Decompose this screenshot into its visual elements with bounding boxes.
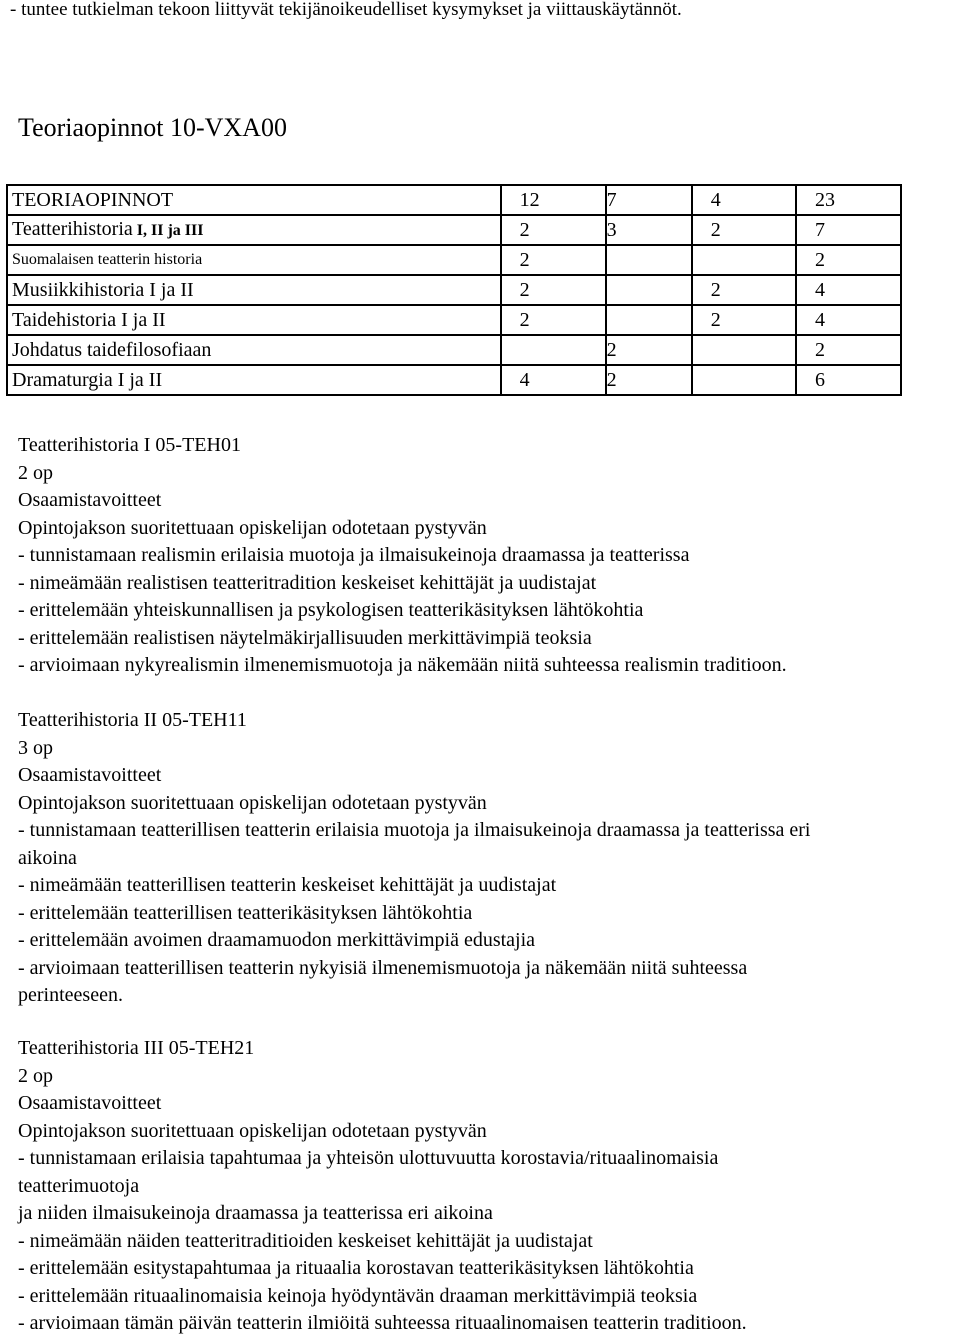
intro-line: - tuntee tutkielman tekoon liittyvät tekijänoikeudelliset kysymykset ja viittauskäytännöt. — [10, 0, 682, 20]
credit-cell: 2 — [692, 215, 796, 245]
course-section-teh21 — [18, 1035, 958, 1338]
course-name — [7, 215, 501, 245]
credit-cell: 23 — [796, 185, 901, 215]
course-name: TEORIAOPINNOT — [7, 185, 501, 215]
section-line: - arvioimaan nykyrealismin ilmenemismuotoja ja näkemään niitä suhteessa realismin traditioon. — [18, 654, 787, 676]
course-name: Musiikkihistoria I ja II — [7, 275, 501, 305]
section-line: - erittelemään esitystapahtumaa ja rituaalia korostavan teatterikäsityksen lähtökohtia — [18, 1257, 694, 1279]
section-line: aikoina — [18, 846, 77, 869]
credit-cell — [606, 245, 692, 275]
section-line: - tunnistamaan realismin erilaisia muotoja ja ilmaisukeinoja draamassa ja teatterissa — [18, 544, 690, 566]
section-credits: 3 op — [18, 736, 53, 759]
credit-cell: 2 — [501, 305, 606, 335]
table-row — [7, 305, 901, 335]
credit-cell: 2 — [501, 245, 606, 275]
credit-cell — [501, 335, 606, 365]
section-credits: 2 op — [18, 461, 53, 484]
credit-cell — [692, 245, 796, 275]
credit-cell: 2 — [692, 305, 796, 335]
section-line: Opintojakson suoritettuaan opiskelijan odotetaan pystyvän — [18, 1119, 487, 1142]
table-row — [7, 185, 901, 215]
section-title: Teatterihistoria I 05-TEH01 — [18, 434, 241, 456]
section-line: Osaamistavoitteet — [18, 1092, 162, 1114]
section-line: - nimeämään teatterillisen teatterin keskeiset kehittäjät ja uudistajat — [18, 874, 557, 896]
section-line: - erittelemään rituaalinomaisia keinoja hyödyntävän draaman merkittävimpiä teoksia — [18, 1284, 698, 1307]
table-row — [7, 275, 901, 305]
credit-cell: 2 — [692, 275, 796, 305]
credit-cell — [606, 305, 692, 335]
table-row — [7, 215, 901, 245]
section-line: - nimeämään näiden teatteritraditioiden keskeiset kehittäjät ja uudistajat — [18, 1229, 593, 1252]
course-name: Taidehistoria I ja II — [7, 305, 501, 335]
credit-cell: 4 — [796, 305, 901, 335]
credit-cell: 2 — [796, 335, 901, 365]
section-line: - nimeämään realistisen teatteritradition keskeiset kehittäjät ja uudistajat — [18, 571, 597, 594]
credit-cell: 4 — [796, 275, 901, 305]
course-section-teh01 — [18, 432, 958, 680]
credit-cell — [606, 275, 692, 305]
credit-cell — [692, 365, 796, 395]
credit-cell: 2 — [501, 215, 606, 245]
credit-cell: 2 — [606, 365, 692, 395]
credit-cell: 2 — [796, 245, 901, 275]
course-name-suffix: I, II ja III — [132, 222, 204, 239]
section-line: - arvioimaan teatterillisen teatterin nykyisiä ilmenemismuotoja ja näkemään niitä suhteessa — [18, 956, 748, 979]
section-line: - tunnistamaan erilaisia tapahtumaa ja yhteisön ulottuvuutta korostavia/rituaalinomaisia — [18, 1147, 719, 1169]
section-line: Opintojakson suoritettuaan opiskelijan odotetaan pystyvän — [18, 791, 487, 814]
credit-cell: 12 — [501, 185, 606, 215]
table-row — [7, 335, 901, 365]
section-line: teatterimuotoja — [18, 1174, 140, 1197]
credit-cell: 7 — [606, 185, 692, 215]
section-line: - tunnistamaan teatterillisen teatterin erilaisia muotoja ja ilmaisukeinoja draamassa ja teatterissa eri — [18, 819, 811, 841]
section-title: Teatterihistoria III 05-TEH21 — [18, 1037, 255, 1059]
course-section-teh11 — [18, 707, 958, 1010]
section-line: - erittelemään realistisen näytelmäkirjallisuuden merkittävimpiä teoksia — [18, 626, 592, 649]
table-row — [7, 365, 901, 395]
table-row — [7, 245, 901, 275]
credit-cell: 4 — [501, 365, 606, 395]
section-line: Osaamistavoitteet — [18, 489, 162, 511]
section-line: - arvioimaan tämän päivän teatterin ilmiöitä suhteessa rituaalinomaisen teatterin traditioon. — [18, 1312, 747, 1334]
section-line: - erittelemään teatterillisen teatterikäsityksen lähtökohtia — [18, 901, 473, 924]
course-name: Suomalaisen teatterin historia — [7, 245, 501, 275]
section-line: perinteeseen. — [18, 984, 123, 1006]
credit-cell: 4 — [692, 185, 796, 215]
course-name: Johdatus taidefilosofiaan — [7, 335, 501, 365]
course-credits-table — [6, 184, 902, 396]
course-name-main: Teatterihistoria — [12, 218, 133, 240]
section-title: Teatterihistoria II 05-TEH11 — [18, 709, 247, 731]
section-line: Osaamistavoitteet — [18, 764, 162, 786]
section-line: - erittelemään avoimen draamamuodon merkittävimpiä edustajia — [18, 929, 536, 951]
credit-cell: 7 — [796, 215, 901, 245]
section-credits: 2 op — [18, 1064, 53, 1087]
credit-cell: 6 — [796, 365, 901, 395]
course-name: Dramaturgia I ja II — [7, 365, 501, 395]
credit-cell: 3 — [606, 215, 692, 245]
page-heading: Teoriaopinnot 10-VXA00 — [18, 113, 287, 142]
section-line: Opintojakson suoritettuaan opiskelijan odotetaan pystyvän — [18, 516, 487, 539]
credit-cell: 2 — [606, 335, 692, 365]
credit-cell: 2 — [501, 275, 606, 305]
credit-cell — [692, 335, 796, 365]
section-line: - erittelemään yhteiskunnallisen ja psykologisen teatterikäsityksen lähtökohtia — [18, 599, 644, 621]
section-line: ja niiden ilmaisukeinoja draamassa ja teatterissa eri aikoina — [18, 1202, 493, 1224]
